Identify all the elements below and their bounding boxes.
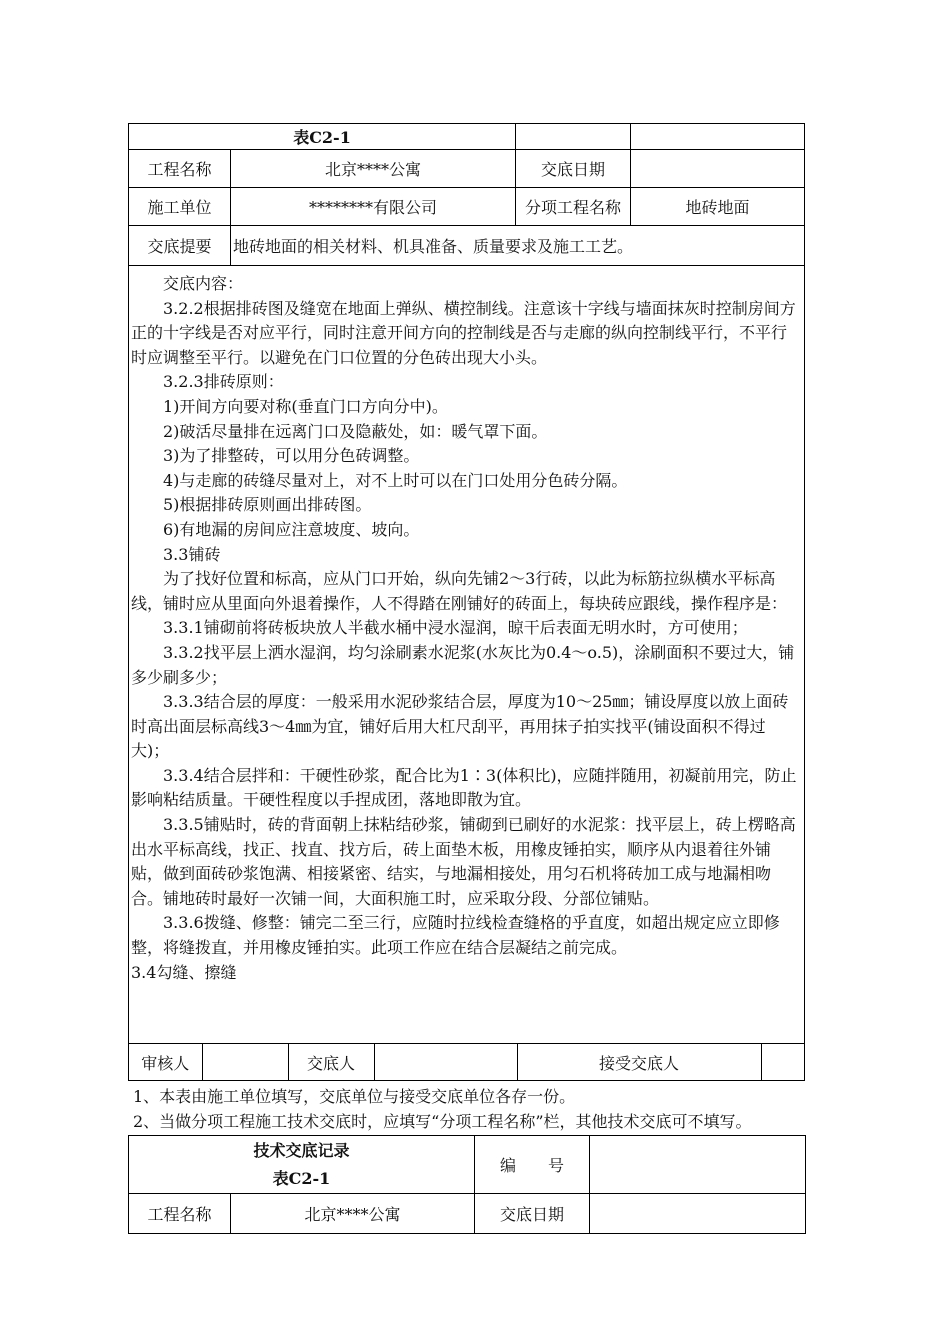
project-name-value-2: 北京****公寓 [231,1194,475,1234]
unit-label: 施工单位 [129,188,231,226]
reviewer-value [202,1044,288,1080]
number-label: 编 号 [475,1136,590,1194]
content-heading: 交底内容： [163,274,244,293]
content-paragraph: 3.3.2找平层上洒水湿润，均匀涂刷素水泥浆(水灰比为0.4～o.5)，涂刷面积不要过大，铺多少刷多少； [131,642,795,687]
subitem-label: 分项工程名称 [516,188,631,226]
header-blank-2 [631,124,805,150]
project-name-label: 工程名称 [129,150,231,188]
content-paragraph: 3.3.5铺贴时，砖的背面朝上抹粘结砂浆，铺砌到已刷好的水泥浆：找平层上，砖上楞略高出水平标高线，找正、找直、找方后，砖上面垫木板，用橡皮锤拍实，顺序从内退着往外铺贴，做到面砖砂浆饱满、相接紧密、结实，与地漏相接处，用匀石机将砖加工成与地漏相吻合。铺地砖时最好一次铺一间，大面积施工时，应采取分段、分部位铺贴。 [131,815,796,908]
content-paragraph: 5)根据排砖原则画出排砖图。 [163,495,372,515]
content-paragraph: 1)开间方向要对称(垂直门口方向分中)。 [163,396,448,416]
receiver-value [761,1044,806,1080]
disclosure-table-2 [128,1135,806,1234]
content-paragraph: 3.4勾缝、擦缝 [131,962,237,982]
form-code: 表C2-1 [129,124,516,150]
receiver-label: 接受交底人 [517,1044,761,1080]
note-1: 1、本表由施工单位填写，交底单位与接受交底单位各存一份。 [133,1087,576,1106]
date-label: 交底日期 [516,150,631,188]
note-2: 2、当做分项工程施工技术交底时，应填写“分项工程名称”栏，其他技术交底可不填写。 [133,1112,752,1131]
disclosure-content [129,266,805,1044]
signature-row [129,1044,805,1081]
project-name-value: 北京****公寓 [231,150,516,188]
disclosure-table [128,123,805,1081]
content-paragraph: 3.2.3排砖原则： [163,372,284,392]
reviewer-label: 审核人 [129,1044,202,1080]
record-title-cell [129,1136,475,1194]
content-paragraph: 6)有地漏的房间应注意坡度、坡向。 [163,519,420,539]
content-paragraph: 3.2.2根据排砖图及缝宽在地面上弹纵、横控制线。注意该十字线与墙面抹灰时控制房间方正的十字线是否对应平行，同时注意开间方向的控制线是否与走廊的纵向控制线平行，不平行时应调整至平行。以避免在门口位置的分色砖出现大小头。 [131,298,796,367]
content-paragraph: 3)为了排整砖，可以用分色砖调整。 [163,446,420,466]
discloser-label: 交底人 [288,1044,374,1080]
project-name-label-2: 工程名称 [129,1194,231,1234]
form-code-2: 表C2-1 [272,1168,331,1188]
subitem-value: 地砖地面 [631,188,805,226]
discloser-value [374,1044,517,1080]
content-paragraph: 3.3.3结合层的厚度：一般采用水泥砂浆结合层，厚度为10～25㎜；铺设厚度以放上面砖时高出面层标高线3～4㎜为宜，铺好后用大杠尺刮平，再用抹子拍实找平(铺设面积不得过大)； [131,692,789,761]
content-paragraph: 2)破活尽量排在远离门口及隐蔽处，如：暖气罩下面。 [163,421,548,441]
content-paragraph: 3.3.1铺砌前将砖板块放人半截水桶中浸水湿润，晾干后表面无明水时，方可使用； [163,618,748,638]
content-paragraph: 4)与走廊的砖缝尽量对上，对不上时可以在门口处用分色砖分隔。 [163,470,628,490]
number-value [590,1136,806,1194]
content-paragraph: 3.3.6拨缝、修整：铺完二至三行，应随时拉线检查缝格的乎直度，如超出规定应立即修整，将缝拨直，并用橡皮锤拍实。此项工作应在结合层凝结之前完成。 [131,913,780,958]
date-value [631,150,805,188]
summary-label: 交底提要 [129,226,231,266]
record-title: 技术交底记录 [253,1140,350,1160]
content-paragraph: 3.3铺砖 [163,544,221,564]
header-blank-1 [516,124,631,150]
unit-value: ********有限公司 [231,188,516,226]
date-value-2 [590,1194,806,1234]
date-label-2: 交底日期 [475,1194,590,1234]
content-paragraph: 为了找好位置和标高，应从门口开始，纵向先铺2～3行砖，以此为标筋拉纵横水平标高线，铺时应从里面向外退着操作，人不得踏在刚铺好的砖面上，每块砖应跟线，操作程序是： [131,569,788,613]
summary-value: 地砖地面的相关材料、机具准备、质量要求及施工工艺。 [231,226,805,266]
signature-table [129,1044,806,1080]
content-paragraph: 3.3.4结合层拌和：干硬性砂浆，配合比为1∶3(体积比)，应随拌随用，初凝前用完，防止影响粘结质量。干硬性程度以手捏成团，落地即散为宜。 [131,765,797,810]
